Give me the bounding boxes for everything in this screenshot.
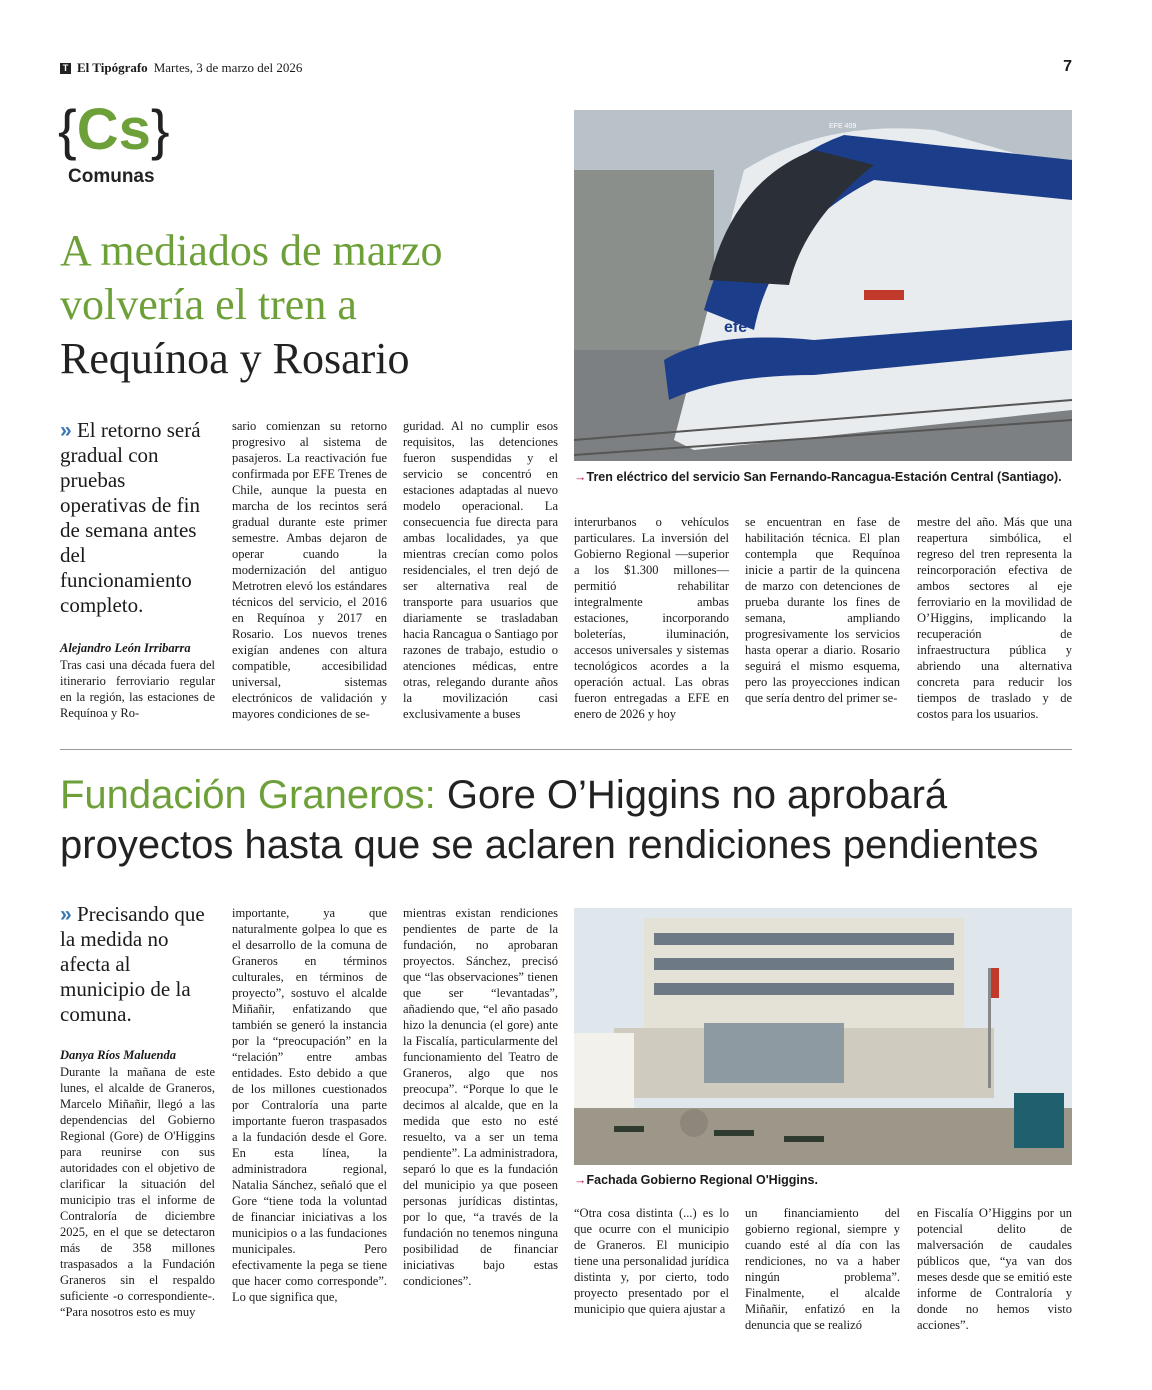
article1-column-3: guridad. Al no cumplir esos requisitos, las detenciones fueron suspendidas y el servicio se concentró en estaciones adaptadas al nuevo modelo operacional. La consecuencia fue directa para ambas localidades, ya que mientras crecían como polos residenciales, el tren dejó de ser alternativa real de transporte para usuarios que diariamente se trasladaban hacia Rancagua o Santiago por razones de trabajo, estudio o atenciones médicas, entre otras, relegando durante años la movilización casi exclusivamente a buses — [403, 419, 558, 721]
quote-marker-icon: » — [60, 903, 72, 926]
building-photo-caption — [574, 1173, 818, 1187]
train-logo-text: efe — [724, 319, 748, 336]
section-code: Cs — [76, 97, 151, 162]
article1-column-5: se encuentran en fase de habilitación técnica. El plan contempla que Requínoa inicie a partir de la quincena de marzo con detenciones de prueba durante los fines de semana, ampliando progresivamente los servicios hasta operar a diario. Rosario seguirá el mismo esquema, pero las proyecciones indican que sería dentro del primer se- — [745, 515, 900, 705]
brace-close: } — [150, 98, 170, 161]
brace-open: { — [58, 98, 77, 161]
article2-deck — [60, 902, 210, 1027]
section-divider — [60, 749, 1072, 750]
article2-byline: Danya Ríos Maluenda — [60, 1048, 176, 1062]
article2-headline-green: Fundación Graneros: — [60, 773, 436, 817]
article1-column-1: Tras casi una década fuera del itinerario ferroviario regular en la región, las estaciones de Requínoa y Ro- — [60, 658, 215, 720]
article2-headline — [60, 770, 1100, 870]
train-number-text: EFE 409 — [829, 123, 857, 130]
article2-column-4: “Otra cosa distinta (...) es lo que ocurre con el municipio de Graneros. El municipio tiene una personalidad jurídica distinta y, por cierto, todo proyecto presentado por el municipio que quiera ajustar a — [574, 1206, 729, 1316]
newspaper-name: El Tipógrafo — [77, 60, 148, 75]
page-number: 7 — [1063, 58, 1072, 75]
article1-headline-green: A mediados de marzo volvería el tren a — [60, 226, 443, 329]
building-illustration — [574, 908, 1072, 1165]
train-photo-caption — [574, 470, 1062, 484]
article1-byline: Alejandro León Irribarra — [60, 641, 191, 655]
train-illustration — [574, 110, 1072, 461]
arrow-right-icon: → — [574, 1173, 587, 1187]
article1-column-2: sario comienzan su retorno progresivo al sistema de pasajeros. La reactivación fue confirmada por EFE Trenes de Chile, aunque la puesta en marcha de los recintos será gradual durante este primer semestre. Ambas dejaron de operar cuando la modernización del antiguo Metrotren elevó los estándares técnicos del servicio, el 2016 en Requínoa y 2017 en Rosario. Los nuevos trenes exigían andenes con altura compatible, accesibilidad universal, sistemas electrónicos de validación y mayores condiciones de se- — [232, 419, 387, 721]
article2-column-6: en Fiscalía O’Higgins por un potencial delito de malversación de caudales públicos que, “ya van dos meses desde que se emitió este informe de Contraloría y donde no hemos visto acciones”. — [917, 1206, 1072, 1332]
caption-text: Tren eléctrico del servicio San Fernando-Rancagua-Estación Central (Santiago). — [586, 470, 1062, 484]
section-logo — [58, 97, 170, 187]
quote-marker-icon: » — [60, 419, 72, 442]
article2-column-3: mientras existan rendiciones pendientes de parte de la fundación, no aprobaran proyectos. Sánchez, precisó que “las observaciones” tienen que ser “levantadas”, añadiendo que, “el año pasado hizo la denuncia (el gore) ante la Fiscalía, particularmente del funcionamiento del Teatro de Graneros, algo que nos preocupa”. “Porque lo que le decimos al alcalde, que en la medida que esto no esté resuelto, va a ser un tema pendiente”. La administradora, separó lo que es la fundación del municipio ya que poseen personas jurídicas distintas, por lo que, “a través de la fundación no tenemos ninguna posibilidad de financiar iniciativas bajo estas condiciones”. — [403, 906, 558, 1288]
article2-headline-dark: Gore O’Higgins no aprobará proyectos hasta que se aclaren rendiciones pendientes — [60, 773, 1039, 867]
article2-column-2: importante, ya que naturalmente golpea lo que es el desarrollo de la comuna de Graneros en términos culturales, en términos de proyecto”, sostuvo el alcalde Miñañir, enfatizando que también se generó la instancia por la “preocupación” en la “relación” entre ambas entidades. Esto debido a que de los millones cuestionados por Contraloría una parte importante fueron traspasados a la fundación desde el Gore. En esta línea, la administradora regional, Natalia Sánchez, señaló que el Gore “tiene toda la voluntad de financiar iniciativas a los municipios o a las fundaciones municipales. Pero efectivamente la pega se tiene que hacer como corresponde”. Lo que significa que, — [232, 906, 387, 1304]
newspaper-logo-icon: T — [60, 63, 71, 74]
article1-column-4: interurbanos o vehículos particulares. La inversión del Gobierno Regional —superior a los $1.300 millones— permitió rehabilitar integralmente ambas estaciones, incorporando boleterías, iluminación, accesos universales y sistemas tecnológicos acordes a la operación actual. Las obras fueron entregadas a EFE en enero de 2026 y hoy — [574, 515, 729, 721]
deck-text: El retorno será gradual con pruebas operativas de fin de semana antes del funcionamiento completo. — [60, 418, 201, 617]
article2-column-5: un financiamiento del gobierno regional, siempre y cuando esté al día con las rendiciones, no va a haber ningún problema”. Finalmente, el alcalde Miñañir, enfatizó en la denuncia que se realizó — [745, 1206, 900, 1332]
issue-date: Martes, 3 de marzo del 2026 — [153, 60, 303, 75]
building-photo — [574, 908, 1072, 1165]
train-photo — [574, 110, 1072, 461]
arrow-right-icon: → — [574, 470, 587, 484]
masthead — [60, 60, 302, 76]
article1-headline-dark: Requínoa y Rosario — [60, 334, 410, 383]
article1-column-6: mestre del año. Más que una reapertura simbólica, el regreso del tren representa la reincorporación efectiva de ambos sectores al eje ferroviario en la movilidad de O’Higgins, implicando la recuperación de infraestructura pública y abriendo una alternativa concreta para reducir los tiempos de traslado y de costos para los usuarios. — [917, 515, 1072, 721]
article1-deck — [60, 418, 210, 618]
caption-text: Fachada Gobierno Regional O'Higgins. — [586, 1173, 818, 1187]
article1-headline — [60, 224, 560, 386]
deck-text: Precisando que la medida no afecta al municipio de la comuna. — [60, 902, 205, 1026]
article2-column-1: Durante la mañana de este lunes, el alcalde de Graneros, Marcelo Miñañir, llegó a las dependencias del Gobierno Regional (Gore) de O'Higgins para reunirse con sus autoridades con el objetivo de clarificar la situación del municipio tras el informe de Contraloría de diciembre 2025, en el que se detectaron más de 358 millones traspasados a la Fundación Graneros sin el respaldo suficiente -o correspondiente-. “Para nosotros esto es muy — [60, 1065, 215, 1319]
section-name: Comunas — [68, 166, 155, 187]
